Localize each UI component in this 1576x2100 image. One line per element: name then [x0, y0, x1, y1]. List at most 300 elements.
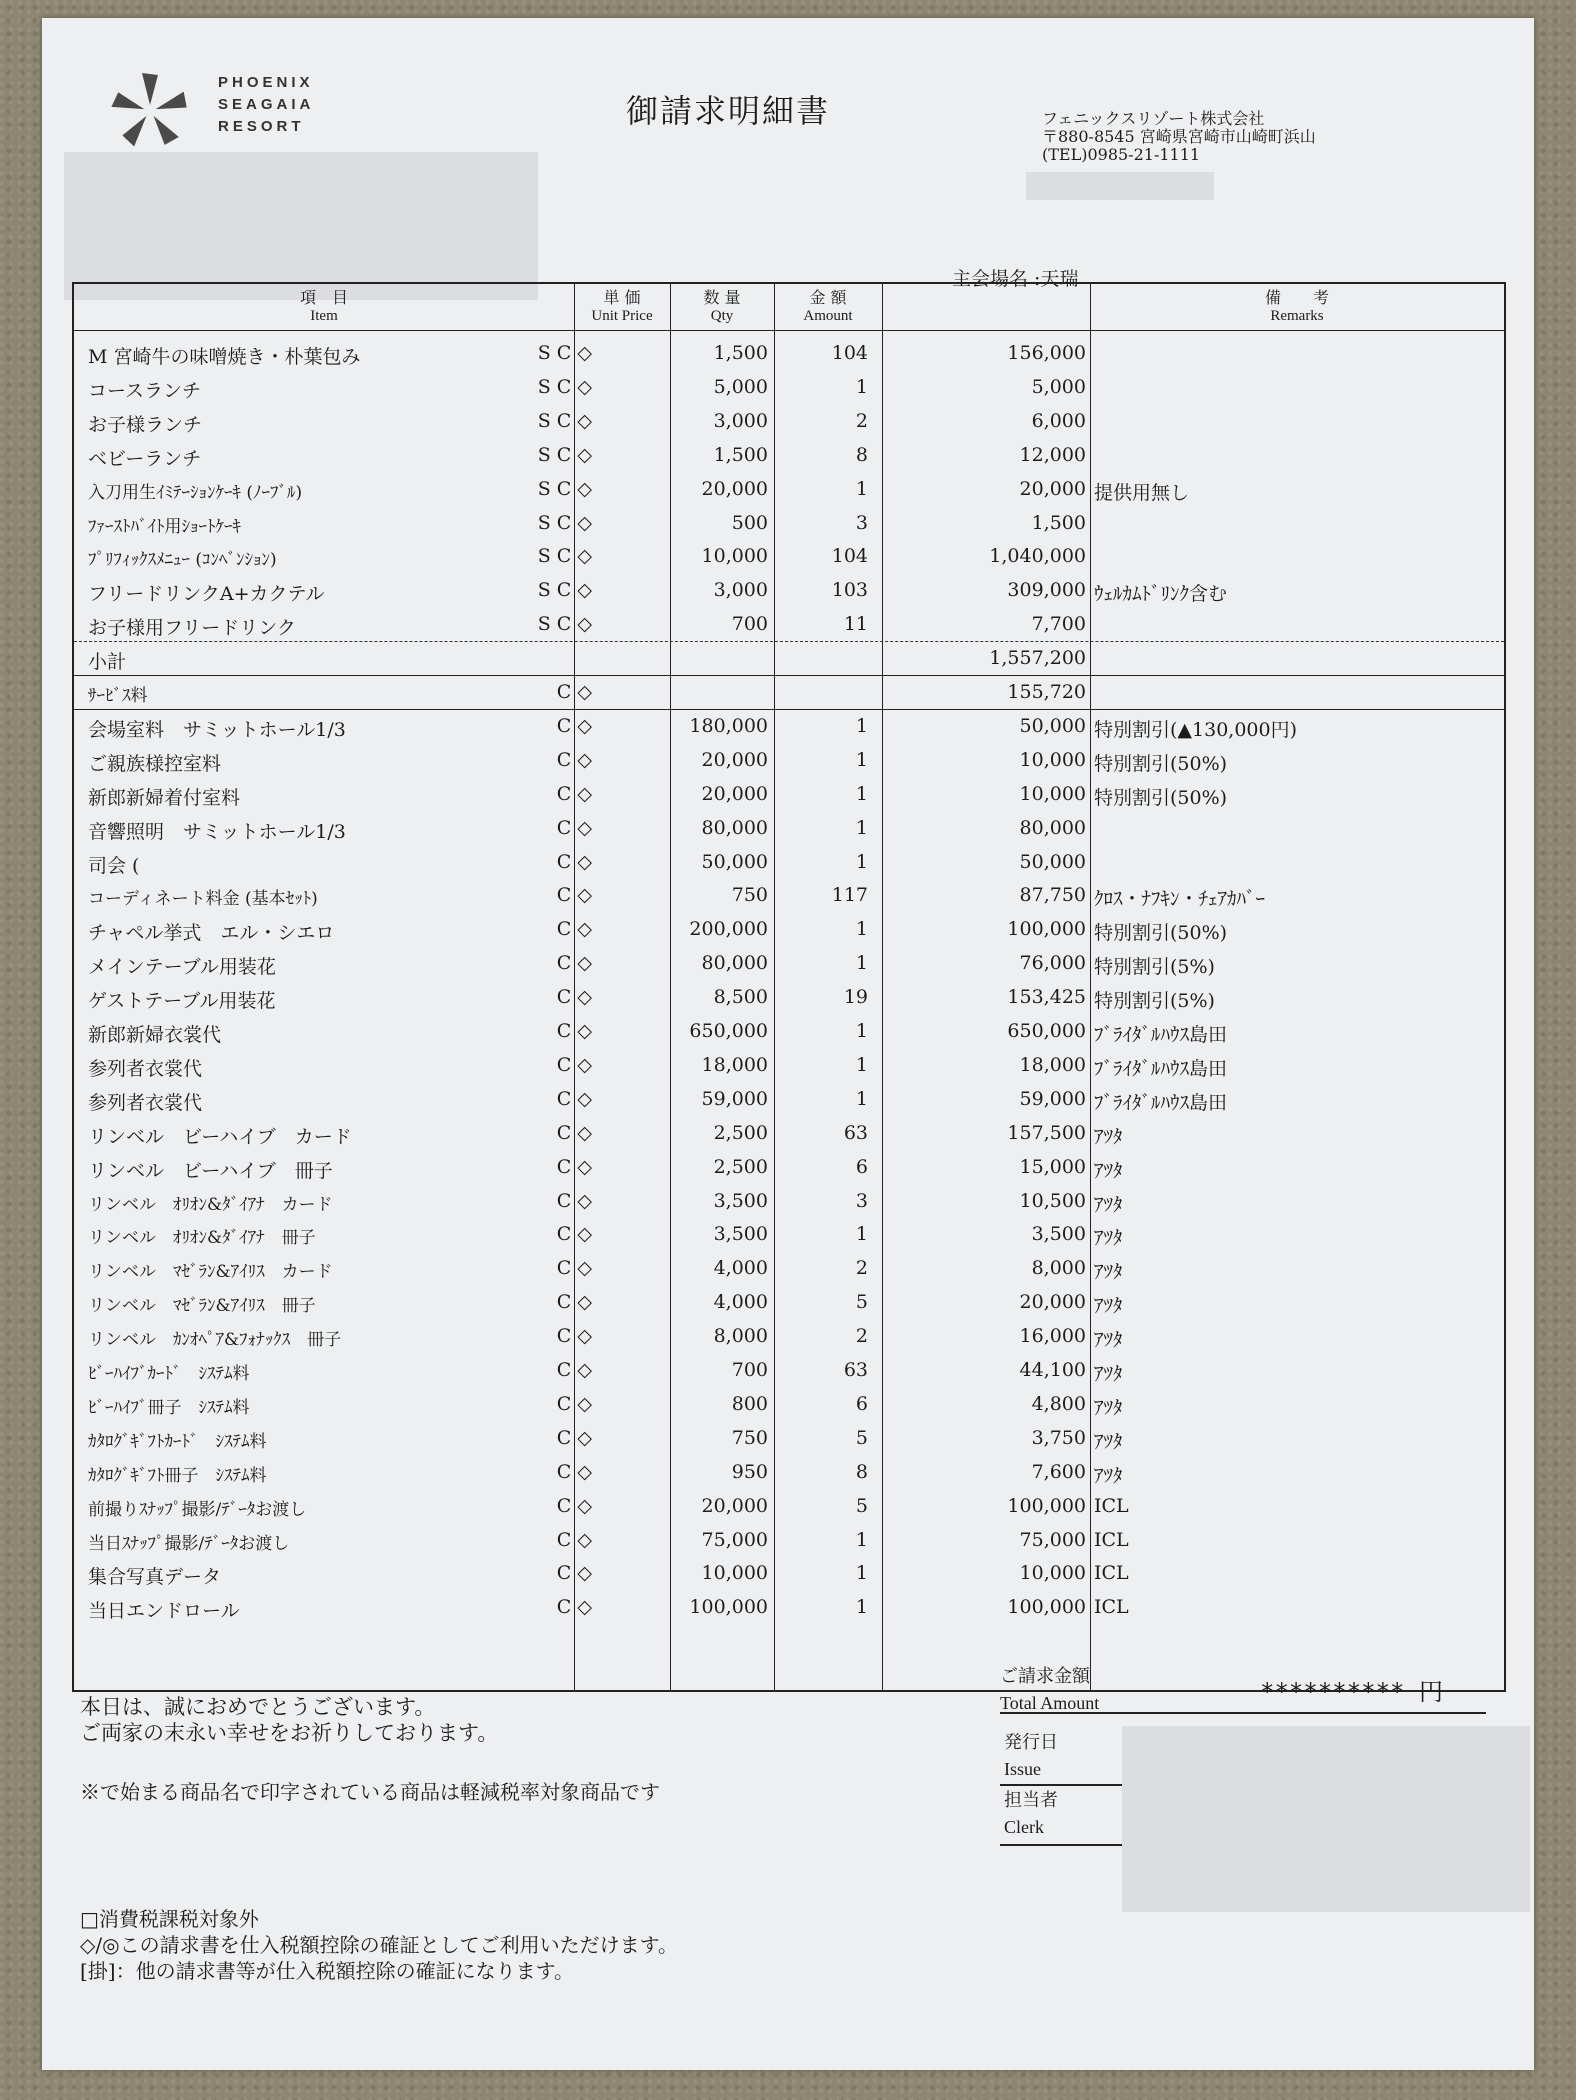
row-qty: 1 — [855, 1087, 868, 1110]
row-qty: 2 — [855, 1257, 868, 1280]
row-remarks: ｱﾂﾀ — [1094, 1193, 1123, 1216]
row-amount: 7,700 — [1031, 613, 1086, 636]
table-row — [74, 709, 1504, 742]
row-item: 前撮りｽﾅｯﾌﾟ撮影/ﾃﾞｰﾀお渡し — [88, 1499, 307, 1520]
company-name: フェニックスリゾート株式会社 — [1042, 109, 1265, 128]
row-qty: 2 — [855, 1325, 868, 1348]
row-unit-price: 950 — [731, 1460, 768, 1483]
row-qty: 1 — [855, 1562, 868, 1585]
row-unit-price: 650,000 — [689, 1020, 768, 1042]
row-tax-mark: C ◇ — [556, 884, 592, 907]
row-remarks: 特別割引(50%) — [1094, 752, 1228, 775]
row-qty: 1 — [855, 1223, 868, 1246]
row-item: リンベル ビーハイブ カード — [88, 1125, 352, 1148]
row-item: お子様用フリードリンク — [88, 617, 296, 640]
row-amount: 6,000 — [1031, 409, 1086, 432]
row-remarks: 提供用無し — [1094, 481, 1190, 504]
row-qty: 1 — [855, 714, 868, 737]
logo-wordmark — [218, 72, 314, 138]
row-item: 集合写真データ — [88, 1566, 222, 1589]
row-amount: 1,557,200 — [989, 647, 1086, 670]
table-row — [74, 845, 1504, 878]
table-row — [74, 607, 1504, 640]
row-separator — [74, 675, 1504, 676]
row-separator — [74, 641, 1504, 642]
header-price-en: Unit Price — [591, 308, 653, 324]
invoice-table — [72, 282, 1506, 1692]
header-remarks — [1090, 288, 1504, 326]
venue-label: 主会場名 :天瑞 — [952, 268, 1079, 290]
row-item: リンベル ｵﾘｵﾝ&ﾀﾞｲｱﾅ 冊子 — [88, 1228, 316, 1249]
row-remarks: ｱﾂﾀ — [1094, 1430, 1123, 1453]
row-amount: 153,425 — [1007, 986, 1086, 1009]
table-row — [74, 1387, 1504, 1420]
clerk-label — [1004, 1788, 1058, 1840]
table-row — [74, 1455, 1504, 1488]
row-amount: 155,720 — [1007, 681, 1086, 703]
header-item-ja: 項 目 — [299, 288, 348, 307]
header-price-ja: 単 価 — [603, 288, 641, 307]
row-qty: 1 — [855, 816, 868, 839]
row-item: ﾌｧｰｽﾄﾊﾞｲﾄ用ｼｮｰﾄｹｰｷ — [88, 516, 241, 537]
row-qty: 103 — [831, 579, 868, 602]
row-tax-mark: S C ◇ — [537, 342, 592, 364]
row-tax-mark: C ◇ — [556, 1223, 592, 1246]
row-item: 参列者衣裳代 — [88, 1091, 203, 1114]
row-item: リンベル ﾏｾﾞﾗﾝ&ｱｲﾘｽ 冊子 — [88, 1296, 316, 1317]
redacted-issue-clerk — [1122, 1726, 1530, 1912]
row-unit-price: 180,000 — [689, 714, 768, 737]
row-remarks: ｱﾂﾀ — [1094, 1396, 1123, 1419]
row-remarks: ｱﾂﾀ — [1094, 1295, 1123, 1318]
row-unit-price: 3,000 — [713, 409, 768, 432]
header-item-en: Item — [310, 308, 338, 324]
row-unit-price: 3,500 — [713, 1189, 768, 1212]
row-remarks: ｱﾂﾀ — [1094, 1329, 1123, 1352]
row-tax-mark: C ◇ — [556, 681, 592, 703]
table-row — [74, 1489, 1504, 1522]
row-tax-mark: S C ◇ — [537, 375, 592, 398]
clerk-label-ja: 担当者 — [1004, 1790, 1058, 1811]
row-unit-price: 8,000 — [713, 1325, 768, 1348]
row-amount: 10,000 — [1019, 748, 1086, 771]
row-remarks: ﾌﾞﾗｲﾀﾞﾙﾊｳｽ島田 — [1094, 1024, 1228, 1046]
row-amount: 156,000 — [1007, 342, 1086, 364]
row-qty: 1 — [855, 1596, 868, 1619]
row-unit-price: 4,000 — [713, 1291, 768, 1314]
row-unit-price: 3,500 — [713, 1223, 768, 1246]
row-tax-mark: C ◇ — [556, 1392, 592, 1415]
row-remarks: 特別割引(5%) — [1094, 990, 1215, 1013]
row-unit-price: 3,000 — [713, 579, 768, 602]
row-amount: 1,500 — [1031, 511, 1086, 534]
row-tax-mark: C ◇ — [556, 714, 592, 737]
row-qty: 5 — [855, 1291, 868, 1314]
row-tax-mark: S C ◇ — [537, 613, 592, 636]
row-tax-mark: C ◇ — [556, 1562, 592, 1585]
row-unit-price: 750 — [731, 884, 768, 907]
row-amount: 50,000 — [1019, 850, 1086, 873]
row-remarks: ICL — [1094, 1562, 1129, 1585]
row-amount: 15,000 — [1019, 1155, 1086, 1178]
table-row — [74, 539, 1504, 572]
header-qty — [670, 288, 774, 326]
row-remarks: ICL — [1094, 1528, 1129, 1551]
table-row — [74, 1556, 1504, 1589]
table-row — [74, 641, 1504, 674]
table-row — [74, 1590, 1504, 1623]
row-qty: 5 — [855, 1426, 868, 1449]
row-item: ｶﾀﾛｸﾞｷﾞﾌﾄ冊子 ｼｽﾃﾑ料 — [88, 1465, 267, 1486]
row-qty: 63 — [843, 1359, 868, 1381]
row-item: コーディネート料金 (基本ｾｯﾄ) — [88, 889, 318, 910]
row-qty: 19 — [843, 986, 868, 1009]
row-item: ﾋﾞｰﾊｲﾌﾞ冊子 ｼｽﾃﾑ料 — [88, 1397, 250, 1418]
header-amount-ja: 金 額 — [809, 288, 847, 307]
row-unit-price: 8,500 — [713, 986, 768, 1009]
row-tax-mark: C ◇ — [556, 1359, 592, 1381]
row-qty: 104 — [831, 342, 868, 364]
table-row — [74, 1014, 1504, 1047]
row-tax-mark: C ◇ — [556, 782, 592, 805]
row-unit-price: 20,000 — [701, 748, 768, 771]
row-amount: 20,000 — [1019, 477, 1086, 500]
row-unit-price: 18,000 — [701, 1053, 768, 1076]
header-divider — [74, 330, 1504, 331]
row-unit-price: 2,500 — [713, 1155, 768, 1178]
header-qty-ja: 数 量 — [703, 288, 741, 307]
table-row — [74, 1421, 1504, 1454]
row-amount: 8,000 — [1031, 1257, 1086, 1280]
total-label-en: Total Amount — [1000, 1693, 1100, 1713]
issue-label-en: Issue — [1004, 1759, 1041, 1779]
row-unit-price: 20,000 — [701, 477, 768, 500]
row-tax-mark: C ◇ — [556, 748, 592, 771]
row-amount: 75,000 — [1019, 1528, 1086, 1551]
table-row — [74, 1116, 1504, 1149]
row-item: ご親族様控室料 — [88, 752, 222, 775]
table-row — [74, 878, 1504, 911]
row-amount: 20,000 — [1019, 1291, 1086, 1314]
row-tax-mark: C ◇ — [556, 1053, 592, 1076]
row-amount: 18,000 — [1019, 1053, 1086, 1076]
row-qty: 6 — [855, 1392, 868, 1415]
table-row — [74, 743, 1504, 776]
row-qty: 1 — [855, 782, 868, 805]
row-qty: 104 — [831, 545, 868, 568]
row-remarks: ｸﾛｽ・ﾅﾌｷﾝ・ﾁｪｱｶﾊﾞｰ — [1094, 888, 1266, 911]
row-unit-price: 10,000 — [701, 545, 768, 568]
row-unit-price: 20,000 — [701, 782, 768, 805]
row-item: 会場室料 サミットホール1/3 — [88, 718, 346, 741]
table-row — [74, 573, 1504, 606]
row-unit-price: 59,000 — [701, 1087, 768, 1110]
row-tax-mark: C ◇ — [556, 1155, 592, 1178]
redacted-recipient — [64, 152, 538, 300]
phoenix-logo-icon — [105, 66, 195, 156]
row-remarks: ｳｪﾙｶﾑﾄﾞﾘﾝｸ含む — [1094, 583, 1228, 606]
row-remarks: ｱﾂﾀ — [1094, 1159, 1123, 1182]
row-qty: 117 — [831, 884, 868, 907]
row-item: 司会 ( — [88, 854, 140, 877]
row-unit-price: 100,000 — [689, 1596, 768, 1619]
table-row — [74, 777, 1504, 810]
row-amount: 80,000 — [1019, 816, 1086, 839]
row-remarks: ICL — [1094, 1596, 1129, 1619]
legend-line: ◇/◎この請求書を仕入税額控除の確証としてご利用いただけます。 — [80, 1933, 678, 1957]
reduced-tax-note: ※で始まる商品名で印字されている商品は軽減税率対象商品です — [80, 1780, 660, 1804]
table-row — [74, 1082, 1504, 1115]
table-row — [74, 1150, 1504, 1183]
legend-line: □消費税課税対象外 — [80, 1907, 259, 1931]
row-tax-mark: S C ◇ — [537, 579, 592, 602]
table-row — [74, 1523, 1504, 1556]
row-tax-mark: C ◇ — [556, 1020, 592, 1042]
legend-line: [掛]：他の請求書等が仕入税額控除の確証になります。 — [80, 1959, 575, 1983]
table-row — [74, 506, 1504, 539]
row-tax-mark: C ◇ — [556, 1460, 592, 1483]
row-unit-price: 700 — [731, 613, 768, 636]
logo-line: SEAGAIA — [218, 96, 315, 113]
table-row — [74, 946, 1504, 979]
table-row — [74, 675, 1504, 708]
header-remarks-ja: 備 考 — [1264, 288, 1329, 307]
row-remarks: 特別割引(5%) — [1094, 956, 1215, 979]
total-amount-value: ********** 円 — [1260, 1678, 1443, 1706]
row-amount: 10,000 — [1019, 782, 1086, 805]
row-tax-mark: C ◇ — [556, 1494, 592, 1517]
row-qty: 6 — [855, 1155, 868, 1178]
table-row — [74, 1285, 1504, 1318]
row-item: ベビーランチ — [88, 447, 202, 470]
row-unit-price: 5,000 — [713, 375, 768, 398]
row-amount: 650,000 — [1007, 1020, 1086, 1042]
row-unit-price: 2,500 — [713, 1121, 768, 1144]
row-tax-mark: S C ◇ — [537, 511, 592, 534]
row-tax-mark: C ◇ — [556, 1528, 592, 1551]
row-item: 当日エンドロール — [88, 1600, 240, 1623]
row-item: 当日ｽﾅｯﾌﾟ撮影/ﾃﾞｰﾀお渡し — [88, 1533, 290, 1554]
row-unit-price: 10,000 — [701, 1562, 768, 1585]
row-amount: 16,000 — [1019, 1325, 1086, 1348]
row-item: 入刀用生ｲﾐﾃｰｼｮﾝｹｰｷ (ﾉｰﾌﾞﾙ) — [88, 482, 303, 503]
row-remarks: ﾌﾞﾗｲﾀﾞﾙﾊｳｽ島田 — [1094, 1091, 1228, 1114]
row-tax-mark: S C ◇ — [537, 443, 592, 466]
row-unit-price: 20,000 — [701, 1494, 768, 1517]
row-amount: 76,000 — [1019, 952, 1086, 975]
document-title: 御請求明細書 — [626, 92, 831, 130]
row-unit-price: 1,500 — [713, 342, 768, 364]
row-qty: 11 — [843, 613, 868, 636]
row-amount: 5,000 — [1031, 375, 1086, 398]
row-qty: 63 — [843, 1121, 868, 1144]
header-price — [574, 288, 670, 326]
row-tax-mark: S C ◇ — [537, 477, 592, 500]
row-amount: 100,000 — [1007, 1596, 1086, 1619]
row-item: リンベル ﾏｾﾞﾗﾝ&ｱｲﾘｽ カード — [88, 1262, 333, 1283]
row-amount: 59,000 — [1019, 1087, 1086, 1110]
row-tax-mark: C ◇ — [556, 986, 592, 1009]
row-remarks: ｱﾂﾀ — [1094, 1261, 1123, 1284]
row-remarks: 特別割引(▲130,000円) — [1094, 718, 1298, 741]
row-amount: 12,000 — [1019, 443, 1086, 466]
table-row — [74, 811, 1504, 844]
row-item: フリードリンクA+カクテル — [88, 583, 325, 606]
row-tax-mark: C ◇ — [556, 1325, 592, 1348]
row-item: コースランチ — [88, 379, 202, 402]
row-qty: 2 — [855, 409, 868, 432]
row-item: 小計 — [88, 651, 127, 674]
row-item: ゲストテーブル用装花 — [88, 990, 276, 1013]
row-tax-mark: C ◇ — [556, 918, 592, 941]
row-item: お子様ランチ — [88, 413, 203, 436]
row-remarks: ｱﾂﾀ — [1094, 1125, 1123, 1148]
issue-label-ja: 発行日 — [1004, 1732, 1058, 1753]
row-item: リンベル ｵﾘｵﾝ&ﾀﾞｲｱﾅ カード — [88, 1194, 333, 1215]
row-amount: 7,600 — [1031, 1460, 1086, 1483]
header-amount — [774, 288, 882, 326]
total-label-ja: ご請求金額 — [1000, 1666, 1090, 1687]
row-tax-mark: C ◇ — [556, 952, 592, 975]
company-address: 〒880-8545 宮崎県宮崎市山崎町浜山 — [1042, 127, 1316, 146]
row-amount: 157,500 — [1007, 1121, 1086, 1144]
row-item: ﾌﾟﾘﾌｨｯｸｽﾒﾆｭｰ (ｺﾝﾍﾞﾝｼｮﾝ) — [88, 550, 277, 571]
row-item: 新郎新婦着付室料 — [88, 786, 241, 809]
table-row — [74, 1251, 1504, 1284]
tax-legend — [80, 1906, 678, 1984]
row-remarks: ｱﾂﾀ — [1094, 1363, 1123, 1385]
total-amount-label — [1000, 1664, 1099, 1716]
row-remarks: ｱﾂﾀ — [1094, 1464, 1123, 1487]
table-row — [74, 336, 1504, 369]
row-qty: 1 — [855, 952, 868, 975]
header-qty-en: Qty — [710, 308, 734, 324]
row-qty: 1 — [855, 1528, 868, 1551]
row-amount: 1,040,000 — [989, 545, 1086, 568]
logo-line: RESORT — [218, 118, 305, 135]
row-tax-mark: C ◇ — [556, 1257, 592, 1280]
row-item: M 宮崎牛の味噌焼き・朴葉包み — [88, 346, 361, 368]
row-unit-price: 75,000 — [701, 1528, 768, 1551]
row-separator — [74, 709, 1504, 710]
row-amount: 10,500 — [1019, 1189, 1086, 1212]
greeting-line: ご両家の末永い幸せをお祈りしております。 — [80, 1721, 499, 1745]
row-amount: 3,750 — [1031, 1426, 1086, 1449]
total-underline — [1000, 1712, 1486, 1714]
table-row — [74, 1353, 1504, 1386]
row-amount: 100,000 — [1007, 918, 1086, 941]
row-unit-price: 750 — [731, 1426, 768, 1449]
row-unit-price: 1,500 — [713, 443, 768, 466]
row-qty: 1 — [855, 850, 868, 873]
row-item: 新郎新婦衣裳代 — [88, 1024, 222, 1046]
clerk-label-en: Clerk — [1004, 1817, 1044, 1837]
row-unit-price: 500 — [731, 511, 768, 534]
table-row — [74, 912, 1504, 945]
company-block — [1042, 110, 1316, 164]
redacted-company-info — [1026, 172, 1214, 200]
row-unit-price: 80,000 — [701, 816, 768, 839]
row-qty: 8 — [855, 1460, 868, 1483]
row-item: チャペル挙式 エル・シエロ — [88, 922, 335, 945]
row-remarks: 特別割引(50%) — [1094, 922, 1228, 945]
row-amount: 4,800 — [1031, 1392, 1086, 1415]
table-row — [74, 1217, 1504, 1250]
row-unit-price: 80,000 — [701, 952, 768, 975]
row-amount: 87,750 — [1019, 884, 1086, 907]
row-item: リンベル ビーハイブ 冊子 — [88, 1159, 333, 1182]
row-remarks: ICL — [1094, 1494, 1129, 1517]
row-tax-mark: C ◇ — [556, 1121, 592, 1144]
row-item: 音響照明 サミットホール1/3 — [88, 820, 346, 843]
row-amount: 44,100 — [1019, 1359, 1086, 1381]
row-remarks: 特別割引(50%) — [1094, 786, 1228, 809]
row-item: ｻｰﾋﾞｽ料 — [88, 686, 148, 706]
row-qty: 1 — [855, 375, 868, 398]
row-tax-mark: S C ◇ — [537, 409, 592, 432]
logo-line: PHOENIX — [218, 74, 314, 91]
table-row — [74, 472, 1504, 505]
row-unit-price: 800 — [731, 1392, 768, 1415]
row-tax-mark: C ◇ — [556, 1596, 592, 1619]
row-amount: 50,000 — [1019, 714, 1086, 737]
row-tax-mark: C ◇ — [556, 816, 592, 839]
row-tax-mark: C ◇ — [556, 1087, 592, 1110]
row-remarks: ﾌﾞﾗｲﾀﾞﾙﾊｳｽ島田 — [1094, 1057, 1228, 1080]
row-qty: 8 — [855, 443, 868, 466]
row-amount: 100,000 — [1007, 1494, 1086, 1517]
issue-date-label — [1004, 1730, 1058, 1782]
row-item: ｶﾀﾛｸﾞｷﾞﾌﾄｶｰﾄﾞ ｼｽﾃﾑ料 — [88, 1431, 267, 1452]
header-item — [74, 288, 574, 326]
row-tax-mark: C ◇ — [556, 850, 592, 873]
row-tax-mark: C ◇ — [556, 1291, 592, 1314]
row-tax-mark: C ◇ — [556, 1189, 592, 1212]
row-qty: 3 — [855, 1189, 868, 1212]
row-unit-price: 700 — [731, 1359, 768, 1381]
table-row — [74, 1048, 1504, 1081]
row-qty: 1 — [855, 1053, 868, 1076]
company-tel: (TEL)0985-21-1111 — [1042, 145, 1201, 164]
row-item: ﾋﾞｰﾊｲﾌﾞｶｰﾄﾞ ｼｽﾃﾑ料 — [88, 1364, 250, 1384]
table-row — [74, 980, 1504, 1013]
greeting-message — [80, 1694, 498, 1746]
row-unit-price: 4,000 — [713, 1257, 768, 1280]
row-qty: 5 — [855, 1494, 868, 1517]
row-qty: 3 — [855, 511, 868, 534]
table-row — [74, 370, 1504, 403]
row-qty: 1 — [855, 748, 868, 771]
greeting-line: 本日は、誠におめでとうございます。 — [80, 1695, 436, 1719]
table-row — [74, 438, 1504, 471]
header-amount-en: Amount — [803, 308, 853, 324]
header-remarks-en: Remarks — [1270, 308, 1324, 324]
row-tax-mark: C ◇ — [556, 1426, 592, 1449]
row-amount: 3,500 — [1031, 1223, 1086, 1246]
row-qty: 1 — [855, 918, 868, 941]
row-item: メインテーブル用装花 — [88, 956, 276, 979]
table-row — [74, 404, 1504, 437]
row-qty: 1 — [855, 1020, 868, 1042]
row-amount: 309,000 — [1007, 579, 1086, 602]
row-amount: 10,000 — [1019, 1562, 1086, 1585]
row-qty: 1 — [855, 477, 868, 500]
table-row — [74, 1319, 1504, 1352]
row-tax-mark: S C ◇ — [537, 545, 592, 568]
row-remarks: ｱﾂﾀ — [1094, 1227, 1123, 1250]
table-row — [74, 1184, 1504, 1217]
row-unit-price: 200,000 — [689, 918, 768, 941]
